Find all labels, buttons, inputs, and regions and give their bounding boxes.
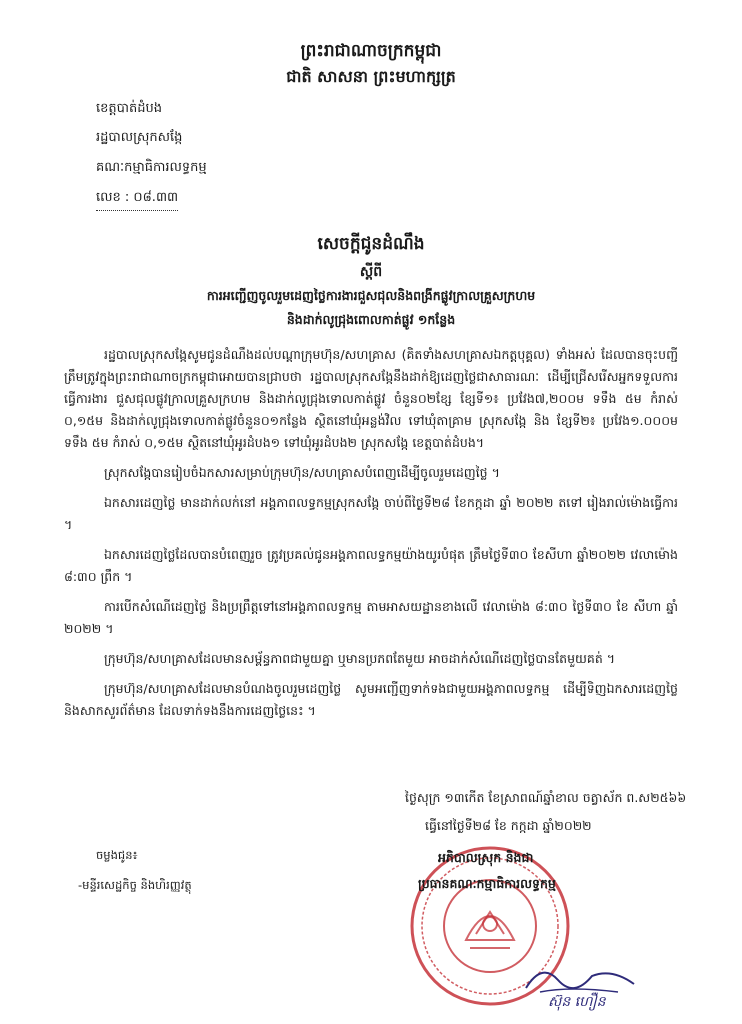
signatory-title-line-2: ប្រធានគណៈកម្មាធិការលទ្ធកម្ម bbox=[418, 876, 556, 891]
document-number: លេខ : ០៨.៣៣ bbox=[96, 189, 178, 211]
paragraph-bid-opening: ការបើកសំណើដេញថ្លៃ និងប្រព្រឹត្តទៅនៅអង្គភាពលទ្ធកម្ម តាមអាសយដ្ឋានខាងលើ វេលាម៉ោង ៨:៣០ ថ្ងៃទី៣០ ខែ សីហា ឆ្នាំ ២០២២ ។ bbox=[64, 599, 678, 636]
notice-body bbox=[64, 344, 678, 730]
paragraph-contact: ក្រុមហ៊ុន/សហគ្រាសដែលមានបំណងចូលរួមដេញថ្លៃ សូមអញ្ជើញទាក់ទងជាមួយអង្គភាពលទ្ធកម្ម ដើម្បីទិញឯកសារដេញថ្លៃ និងសាកសួរព័ត៌មាន ដែលទាក់ទងនឹងការដេញថ្លៃនេះ ។ bbox=[64, 681, 678, 718]
lunar-date: ថ្ងៃសុក្រ ១៣កើត ខែស្រាពណ៍ឆ្នាំខាល ចត្វាស័ក ព.ស២៥៦៦ bbox=[405, 790, 687, 805]
sender-province: ខេត្តបាត់ដំបង bbox=[96, 101, 163, 116]
kingdom-heading: ព្រះរាជាណាចក្រកម្ពុជា bbox=[300, 41, 442, 61]
subject-line-2: និងដាក់លូជ្រុងពោលកាត់ផ្លូវ ១កន្លែង bbox=[286, 312, 456, 327]
regarding-label: ស្តីពី bbox=[359, 264, 383, 280]
paragraph-intro: រដ្ឋបាលស្រុកសង្កែសូមជូនដំណឹងដល់បណ្តាក្រុមហ៊ុន/សហគ្រាស (គិតទាំងសហគ្រាសឯកត្តបុគ្គល) ទាំងអស់ ដែលបានចុះបញ្ជីត្រឹមត្រូវក្នុងព្រះរាជាណាចក្រកម្ពុជាអោយបានជ្រាបថា រដ្ឋបាលស្រុកសង្កែនឹងដាក់ឱ្យដេញថ្លៃជាសាធារណៈ ដើម្បីជ្រើសរើសអ្នកទទួលការ ធ្វើការងារ ជួសជុលផ្លូវក្រាលគ្រួសក្រហម និងដាក់លូជ្រុងទោលកាត់ផ្លូវ ចំនួន០២ខ្សែ ខ្សែទី១៖ ប្រវែង៧,២០០ម ទទឹង ៥ម កំរាស់ ០,១៥ម និងដាក់លូជ្រុងទោលកាត់ផ្លូវចំនួន០១កន្លែង ស្ថិតនៅឃុំអន្លង់វិល ទៅឃុំតាគ្រាម ស្រុកសង្កែ និង ខ្សែទី២៖ ប្រវែង១.០០០ម ទទឹង ៥ម កំរាស់ ០,១៥ម ស្ថិតនៅឃុំអូរដំបង១ ទៅឃុំអូរដំបង២ ស្រុកសង្កែ ខេត្តបាត់ដំបង។ bbox=[64, 347, 678, 450]
sender-committee: គណៈកម្មាធិការលទ្ធកម្ម bbox=[96, 160, 207, 175]
paragraph-submission-deadline: ឯកសារដេញថ្លៃដែលបានបំពេញរួច ត្រូវប្រគល់ជូនអង្គភាពលទ្ធកម្មយ៉ាងយូរបំផុត ត្រឹមថ្ងៃទី៣០ ខែសីហា ឆ្នាំ២០២២ វេលាម៉ោង ៨:៣០ ព្រឹក ។ bbox=[64, 547, 678, 584]
paragraph-documents-prepared: ស្រុកសង្កែបានរៀបចំឯកសារសម្រាប់ក្រុមហ៊ុន/សហគ្រាសបំពេញដើម្បីចូលរួមដេញថ្លៃ ។ bbox=[104, 465, 500, 480]
national-motto: ជាតិ សាសនា ព្រះមហាក្សត្រ bbox=[286, 67, 456, 86]
signatory-name: ស៊ុន ហឿន bbox=[548, 994, 606, 1010]
solar-date: ធ្វើនៅថ្ងៃទី២៨ ខែ កក្កដា ឆ្នាំ២០២២ bbox=[425, 818, 592, 833]
recipient-item: -មន្ទីរសេដ្ឋកិច្ច និងហិរញ្ញវត្ថុ bbox=[78, 878, 192, 892]
subject-line-1: ការអញ្ជើញចូលរួមដេញថ្លៃការងារជួសជុលនិងពង្រីកផ្លូវក្រាលគ្រួសក្រហម bbox=[206, 288, 536, 303]
paragraph-affiliated-firms: ក្រុមហ៊ុន/សហគ្រាសដែលមានសម្ព័ន្ធភាពជាមួយគ្នា ឬមានប្រភពតែមួយ អាចដាក់សំណើដេញថ្លៃបានតែមួយគត់ ។ bbox=[104, 651, 616, 666]
document-title: សេចក្តីជូនដំណឹង bbox=[317, 234, 425, 254]
recipients-label: ចម្លងជូន៖ bbox=[96, 848, 138, 862]
paragraph-documents-sale: ឯកសារដេញថ្លៃ មានដាក់លក់នៅ អង្គភាពលទ្ធកម្មស្រុកសង្កែ ចាប់ពីថ្ងៃទី២៨ ខែកក្កដា ឆ្នាំ ២០២២ តទៅ រៀងរាល់ម៉ោងធ្វើការ ។ bbox=[64, 495, 678, 532]
sender-district: រដ្ឋបាលស្រុកសង្កែ bbox=[96, 130, 183, 145]
signatory-title-line-1: អភិបាលស្រុក និងជា bbox=[438, 850, 534, 865]
